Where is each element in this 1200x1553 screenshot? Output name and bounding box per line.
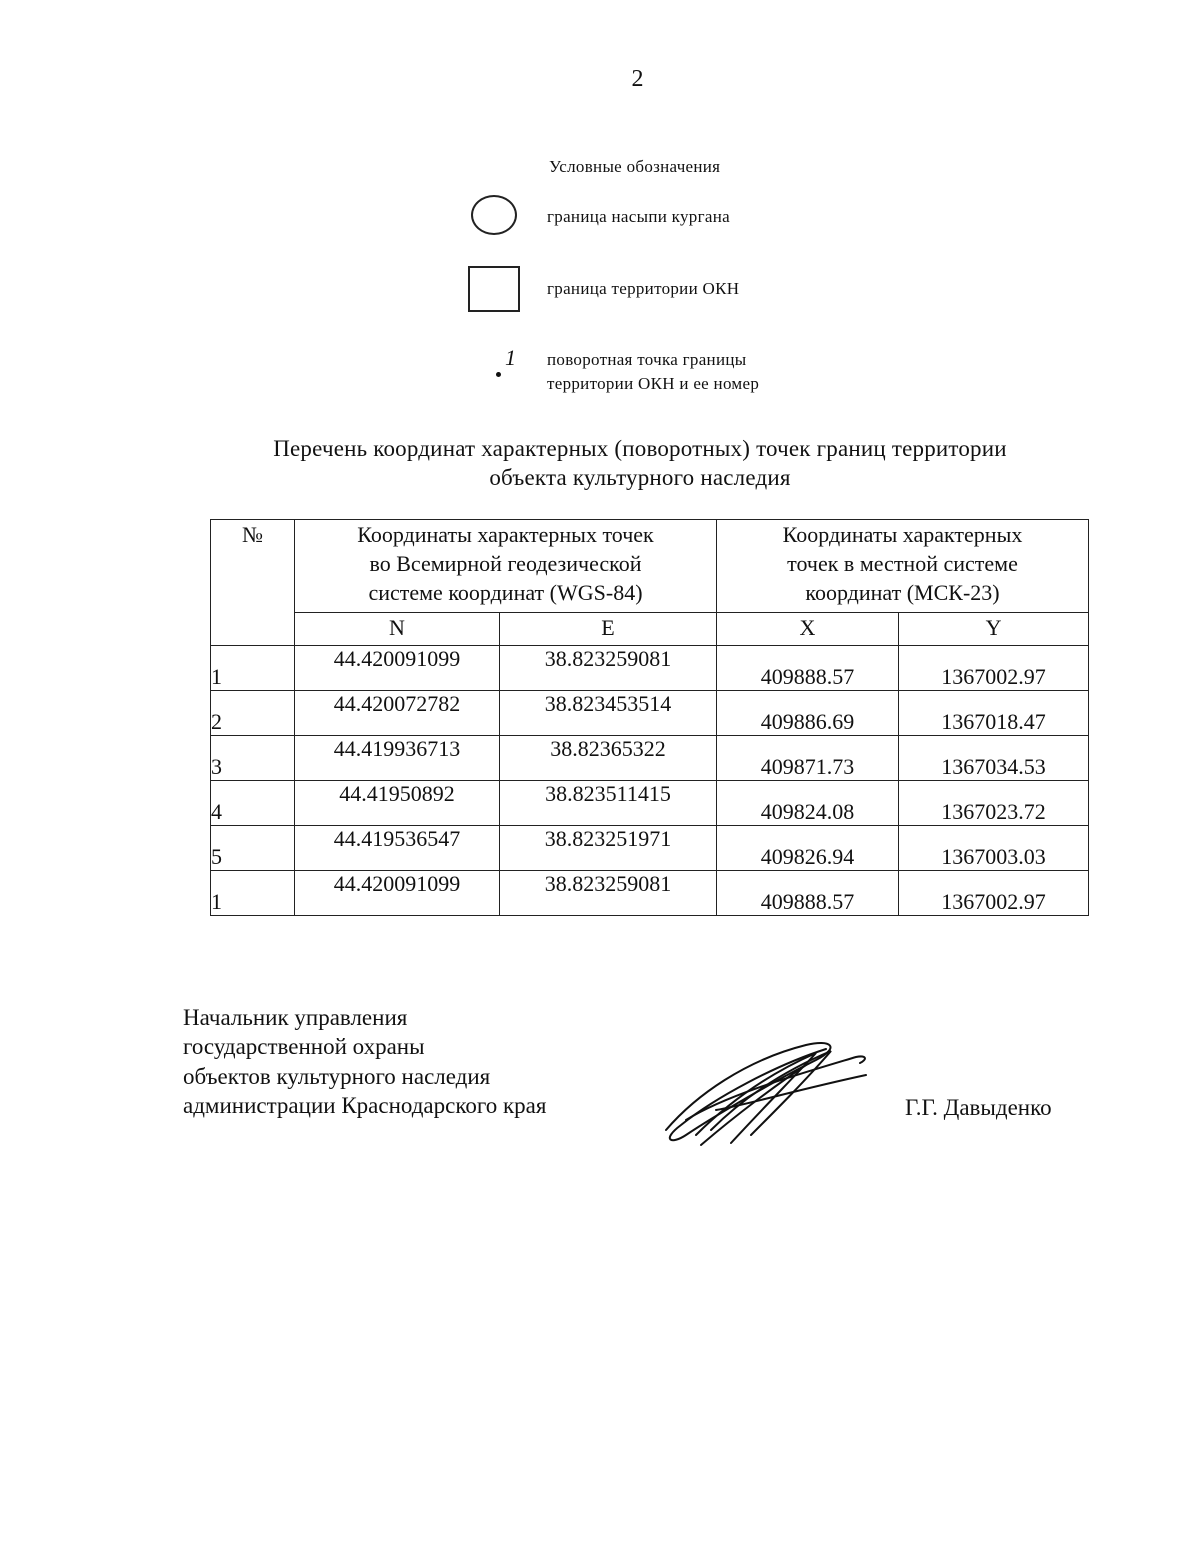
cell-e: 38.823259081	[500, 871, 717, 916]
cell-y: 1367002.97	[899, 871, 1089, 916]
header-msk23-line2: точек в местной системе	[787, 551, 1018, 576]
cell-x: 409826.94	[717, 826, 899, 871]
cell-e: 38.82365322	[500, 736, 717, 781]
cell-number: 1	[211, 871, 295, 916]
signer-title-line1: Начальник управления	[183, 1005, 408, 1030]
header-msk23-line1: Координаты характерных	[782, 522, 1023, 547]
legend-point-label-line1: поворотная точка границы	[547, 350, 747, 369]
legend-point-number: 1	[505, 345, 516, 370]
header-msk23-line3: координат (МСК-23)	[805, 580, 1000, 605]
cell-x: 409886.69	[717, 691, 899, 736]
cell-n: 44.420091099	[295, 871, 500, 916]
cell-number: 2	[211, 691, 295, 736]
table-row	[211, 736, 1089, 781]
cell-number: 5	[211, 826, 295, 871]
cell-e: 38.823511415	[500, 781, 717, 826]
cell-y: 1367023.72	[899, 781, 1089, 826]
legend-circle-label: граница насыпи кургана	[547, 207, 730, 226]
header-msk23	[717, 520, 1089, 613]
cell-n: 44.420091099	[295, 646, 500, 691]
cell-x: 409824.08	[717, 781, 899, 826]
cell-n: 44.419536547	[295, 826, 500, 871]
cell-number: 4	[211, 781, 295, 826]
table-heading-line1: Перечень координат характерных (поворотных) точек границ территории	[273, 436, 1007, 461]
signer-title-line3: объектов культурного наследия	[183, 1064, 491, 1089]
cell-x: 409871.73	[717, 736, 899, 781]
legend-square-label: граница территории ОКН	[547, 279, 740, 298]
cell-n: 44.420072782	[295, 691, 500, 736]
table-row	[211, 646, 1089, 691]
handwritten-signature	[656, 1035, 886, 1150]
cell-e: 38.823453514	[500, 691, 717, 736]
header-wgs84-line3: системе координат (WGS-84)	[368, 580, 643, 605]
cell-x: 409888.57	[717, 646, 899, 691]
page-number: 2	[631, 66, 644, 92]
header-x: X	[717, 613, 899, 646]
cell-y: 1367003.03	[899, 826, 1089, 871]
signer-name: Г.Г. Давыденко	[905, 1095, 1052, 1120]
table-row	[211, 871, 1089, 916]
legend-point-label-line2: территории ОКН и ее номер	[547, 374, 760, 393]
cell-e: 38.823259081	[500, 646, 717, 691]
header-n: N	[295, 613, 500, 646]
cell-n: 44.419936713	[295, 736, 500, 781]
legend-circle-icon	[471, 195, 517, 235]
table-heading-line2: объекта культурного наследия	[489, 465, 791, 490]
table-row	[211, 826, 1089, 871]
cell-x: 409888.57	[717, 871, 899, 916]
cell-number: 1	[211, 646, 295, 691]
table-row	[211, 781, 1089, 826]
table-subheader-row	[211, 613, 1089, 646]
legend-point-icon	[496, 372, 501, 377]
legend-title: Условные обозначения	[549, 157, 721, 176]
signer-title-line4: администрации Краснодарского края	[183, 1093, 547, 1118]
header-wgs84-line2: во Всемирной геодезической	[369, 551, 642, 576]
header-y: Y	[899, 613, 1089, 646]
header-e: E	[500, 613, 717, 646]
legend-square-icon	[468, 266, 520, 312]
header-number: №	[211, 520, 295, 646]
cell-e: 38.823251971	[500, 826, 717, 871]
cell-y: 1367002.97	[899, 646, 1089, 691]
signer-title-line2: государственной охраны	[183, 1034, 425, 1059]
table-header-row	[211, 520, 1089, 613]
cell-n: 44.41950892	[295, 781, 500, 826]
header-wgs84-line1: Координаты характерных точек	[357, 522, 654, 547]
cell-number: 3	[211, 736, 295, 781]
header-wgs84	[295, 520, 717, 613]
legend-point-label	[547, 348, 759, 396]
cell-y: 1367018.47	[899, 691, 1089, 736]
coordinates-table	[210, 519, 1089, 916]
cell-y: 1367034.53	[899, 736, 1089, 781]
table-row	[211, 691, 1089, 736]
